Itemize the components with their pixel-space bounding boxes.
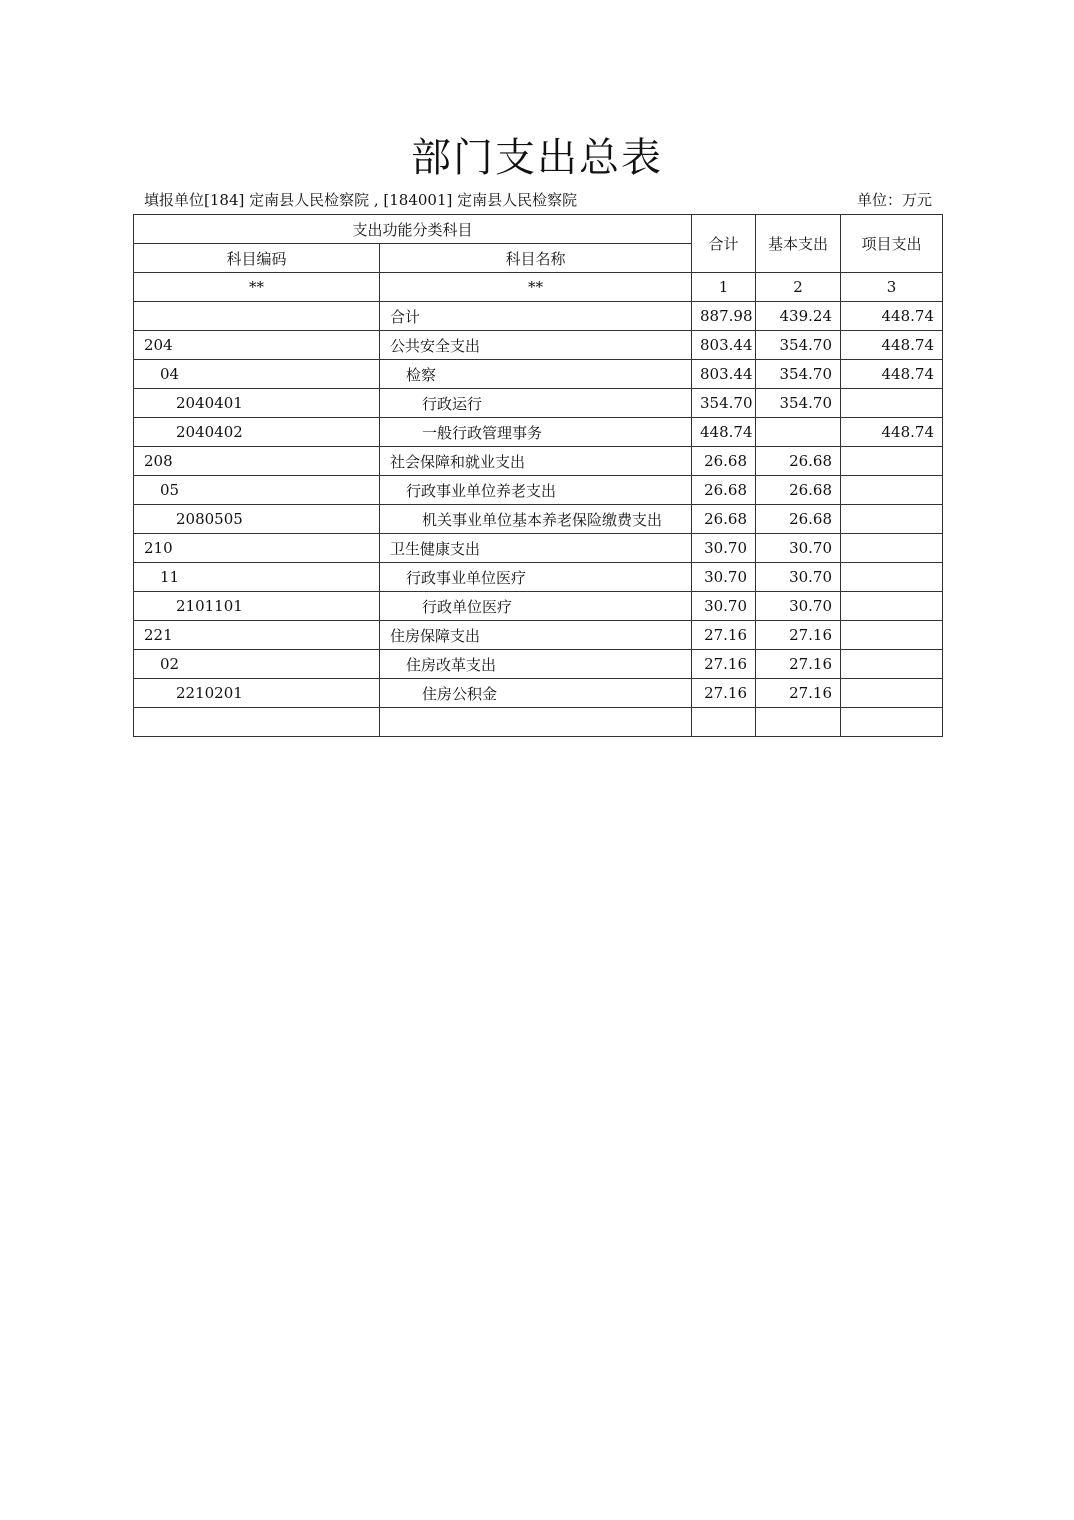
expenditure-table bbox=[133, 214, 943, 737]
header-project: 项目支出 bbox=[841, 215, 943, 273]
row-name: 行政事业单位养老支出 bbox=[380, 476, 692, 505]
index-total: 1 bbox=[692, 273, 756, 302]
row-project bbox=[841, 621, 943, 650]
row-basic: 30.70 bbox=[756, 592, 841, 621]
row-total: 803.44 bbox=[692, 360, 756, 389]
header-name: 科目名称 bbox=[380, 244, 692, 273]
row-project bbox=[841, 505, 943, 534]
row-name: 行政事业单位医疗 bbox=[380, 563, 692, 592]
index-basic: 2 bbox=[756, 273, 841, 302]
row-total: 26.68 bbox=[692, 447, 756, 476]
row-basic: 30.70 bbox=[756, 534, 841, 563]
table-row bbox=[134, 331, 943, 360]
index-project: 3 bbox=[841, 273, 943, 302]
table-row bbox=[134, 592, 943, 621]
row-basic: 27.16 bbox=[756, 679, 841, 708]
row-project bbox=[841, 708, 943, 737]
row-total: 887.98 bbox=[692, 302, 756, 331]
row-project bbox=[841, 476, 943, 505]
row-code bbox=[134, 708, 380, 737]
row-name: 合计 bbox=[380, 302, 692, 331]
row-name: 机关事业单位基本养老保险缴费支出 bbox=[380, 505, 692, 534]
row-project: 448.74 bbox=[841, 331, 943, 360]
index-code: ** bbox=[134, 273, 380, 302]
table-row bbox=[134, 418, 943, 447]
row-total: 30.70 bbox=[692, 534, 756, 563]
header-info bbox=[144, 189, 932, 211]
row-code: 208 bbox=[134, 447, 380, 476]
row-code: 02 bbox=[134, 650, 380, 679]
index-name: ** bbox=[380, 273, 692, 302]
row-name bbox=[380, 708, 692, 737]
row-code: 05 bbox=[134, 476, 380, 505]
filling-unit: 填报单位[184] 定南县人民检察院 , [184001] 定南县人民检察院 bbox=[144, 191, 578, 209]
table-row bbox=[134, 679, 943, 708]
row-total: 803.44 bbox=[692, 331, 756, 360]
row-project: 448.74 bbox=[841, 360, 943, 389]
page-title: 部门支出总表 bbox=[411, 135, 663, 181]
row-name: 住房改革支出 bbox=[380, 650, 692, 679]
row-total: 354.70 bbox=[692, 389, 756, 418]
table-row bbox=[134, 302, 943, 331]
row-project bbox=[841, 679, 943, 708]
table-row bbox=[134, 360, 943, 389]
table-row bbox=[134, 621, 943, 650]
row-basic: 30.70 bbox=[756, 563, 841, 592]
row-name: 卫生健康支出 bbox=[380, 534, 692, 563]
row-name: 住房公积金 bbox=[380, 679, 692, 708]
row-project: 448.74 bbox=[841, 418, 943, 447]
row-name: 一般行政管理事务 bbox=[380, 418, 692, 447]
row-name: 公共安全支出 bbox=[380, 331, 692, 360]
row-name: 行政单位医疗 bbox=[380, 592, 692, 621]
index-row bbox=[134, 273, 943, 302]
row-name: 社会保障和就业支出 bbox=[380, 447, 692, 476]
row-basic: 27.16 bbox=[756, 650, 841, 679]
row-total: 30.70 bbox=[692, 563, 756, 592]
row-basic: 439.24 bbox=[756, 302, 841, 331]
row-project bbox=[841, 563, 943, 592]
row-project: 448.74 bbox=[841, 302, 943, 331]
row-total: 27.16 bbox=[692, 650, 756, 679]
row-basic: 354.70 bbox=[756, 331, 841, 360]
header-basic: 基本支出 bbox=[756, 215, 841, 273]
table-row bbox=[134, 650, 943, 679]
table-row bbox=[134, 447, 943, 476]
row-basic: 26.68 bbox=[756, 476, 841, 505]
row-total: 448.74 bbox=[692, 418, 756, 447]
row-total bbox=[692, 708, 756, 737]
row-basic: 27.16 bbox=[756, 621, 841, 650]
row-basic: 26.68 bbox=[756, 447, 841, 476]
table-row bbox=[134, 505, 943, 534]
row-code: 2101101 bbox=[134, 592, 380, 621]
row-code: 221 bbox=[134, 621, 380, 650]
row-project bbox=[841, 447, 943, 476]
row-project bbox=[841, 534, 943, 563]
row-basic: 26.68 bbox=[756, 505, 841, 534]
row-code: 04 bbox=[134, 360, 380, 389]
row-code: 2080505 bbox=[134, 505, 380, 534]
row-name: 检察 bbox=[380, 360, 692, 389]
table-row-empty bbox=[134, 708, 943, 737]
table-row bbox=[134, 563, 943, 592]
row-code: 210 bbox=[134, 534, 380, 563]
table-row bbox=[134, 389, 943, 418]
row-code: 2040402 bbox=[134, 418, 380, 447]
currency-unit: 单位：万元 bbox=[856, 191, 932, 209]
row-code: 2040401 bbox=[134, 389, 380, 418]
row-project bbox=[841, 389, 943, 418]
row-project bbox=[841, 592, 943, 621]
row-name: 行政运行 bbox=[380, 389, 692, 418]
row-code: 204 bbox=[134, 331, 380, 360]
row-total: 30.70 bbox=[692, 592, 756, 621]
row-code: 2210201 bbox=[134, 679, 380, 708]
row-code bbox=[134, 302, 380, 331]
row-name: 住房保障支出 bbox=[380, 621, 692, 650]
row-total: 27.16 bbox=[692, 679, 756, 708]
table-row bbox=[134, 534, 943, 563]
row-project bbox=[841, 650, 943, 679]
row-total: 27.16 bbox=[692, 621, 756, 650]
header-function-category: 支出功能分类科目 bbox=[134, 215, 692, 244]
row-code: 11 bbox=[134, 563, 380, 592]
row-basic: 354.70 bbox=[756, 360, 841, 389]
table-row bbox=[134, 476, 943, 505]
row-basic: 354.70 bbox=[756, 389, 841, 418]
header-total: 合计 bbox=[692, 215, 756, 273]
row-total: 26.68 bbox=[692, 476, 756, 505]
header-code: 科目编码 bbox=[134, 244, 380, 273]
row-basic bbox=[756, 708, 841, 737]
row-total: 26.68 bbox=[692, 505, 756, 534]
row-basic bbox=[756, 418, 841, 447]
